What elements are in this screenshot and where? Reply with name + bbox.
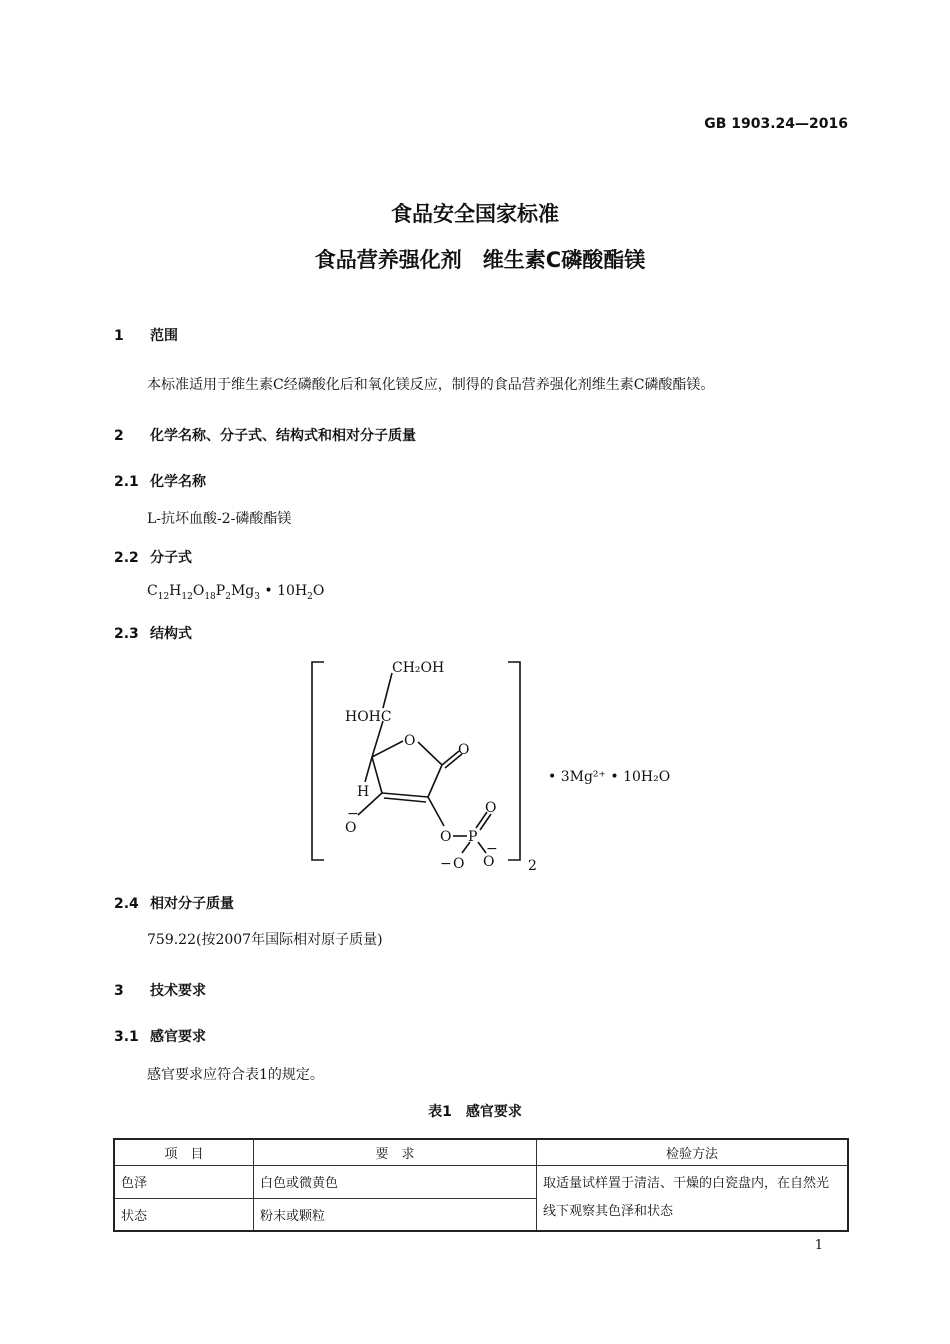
label-hydrogen: H xyxy=(357,784,370,800)
section-number: 1 xyxy=(114,328,124,344)
label-phosphate-oxygen-right: O xyxy=(483,854,495,870)
section-title: 化学名称 xyxy=(150,474,206,490)
label-ch2oh: CH₂OH xyxy=(392,660,445,676)
header-item: 项 目 xyxy=(114,1139,254,1166)
section-title: 感官要求 xyxy=(150,1029,206,1045)
section-number: 2.1 xyxy=(114,474,139,490)
cell-requirement: 粉末或颗粒 xyxy=(254,1198,537,1231)
section-2-4-heading xyxy=(114,893,234,913)
section-number: 2.3 xyxy=(114,626,139,642)
right-bracket xyxy=(508,662,520,860)
page-number: 1 xyxy=(814,1238,823,1253)
label-minus: − xyxy=(440,856,452,872)
cell-requirement: 白色或微黄色 xyxy=(254,1166,537,1199)
label-ring-oxygen: O xyxy=(404,733,416,749)
section-3-1-heading xyxy=(114,1026,206,1046)
section-number: 2.4 xyxy=(114,896,139,912)
label-minus: − xyxy=(347,806,359,822)
label-hohc: HOHC xyxy=(345,709,392,725)
table-row xyxy=(114,1166,848,1199)
section-3-heading xyxy=(114,980,206,1000)
sensory-requirements-table xyxy=(113,1138,849,1232)
label-phosphorus: P xyxy=(468,829,478,845)
section-title: 化学名称、分子式、结构式和相对分子质量 xyxy=(150,428,416,444)
title-line-2: 食品营养强化剂 维生素C磷酸酯镁 xyxy=(314,248,646,272)
section-title: 范围 xyxy=(150,328,178,344)
section-title: 相对分子质量 xyxy=(150,896,234,912)
chemical-name: L-抗坏血酸-2-磷酸酯镁 xyxy=(147,511,292,527)
label-carbonyl-oxygen: O xyxy=(458,742,470,758)
section-title: 技术要求 xyxy=(150,983,206,999)
header-requirement: 要 求 xyxy=(254,1139,537,1166)
section-3-1-text: 感官要求应符合表1的规定。 xyxy=(147,1067,324,1083)
label-phosphate-oxygen-left: O xyxy=(453,856,465,872)
standard-number: GB 1903.24—2016 xyxy=(704,116,848,132)
section-number: 3.1 xyxy=(114,1029,139,1045)
header-method: 检验方法 xyxy=(537,1139,849,1166)
label-salt-hydrate: • 3Mg²⁺ • 10H₂O xyxy=(548,769,671,785)
table-caption: 表1 感官要求 xyxy=(428,1104,522,1120)
label-ester-oxygen: O xyxy=(440,829,452,845)
label-minus: − xyxy=(486,841,498,857)
cell-item: 状态 xyxy=(114,1198,254,1231)
section-1-text: 本标准适用于维生素C经磷酸化后和氧化镁反应，制得的食品营养强化剂维生素C磷酸酯镁。 xyxy=(147,377,715,393)
molecular-formula: $C_{12}H_{12}O_{18}P_2Mg_3$ • $10H_2O$ xyxy=(147,583,325,602)
section-number: 3 xyxy=(114,983,124,999)
section-title: 结构式 xyxy=(150,626,192,642)
label-phosphoryl-oxygen: O xyxy=(485,800,497,816)
table-header-row xyxy=(114,1139,848,1166)
left-bracket xyxy=(312,662,324,860)
title-line-1: 食品安全国家标准 xyxy=(391,202,559,226)
label-enolate-oxygen: O xyxy=(345,820,357,836)
cell-item: 色泽 xyxy=(114,1166,254,1199)
section-number: 2.2 xyxy=(114,550,139,566)
cell-method: 取适量试样置于清洁、干燥的白瓷盘内，在自然光线下观察其色泽和状态 xyxy=(537,1166,849,1232)
molecular-mass: 759.22(按2007年国际相对原子质量) xyxy=(147,932,383,948)
section-title: 分子式 xyxy=(150,550,192,566)
section-number: 2 xyxy=(114,428,124,444)
label-dimer-count: 2 xyxy=(528,858,537,874)
